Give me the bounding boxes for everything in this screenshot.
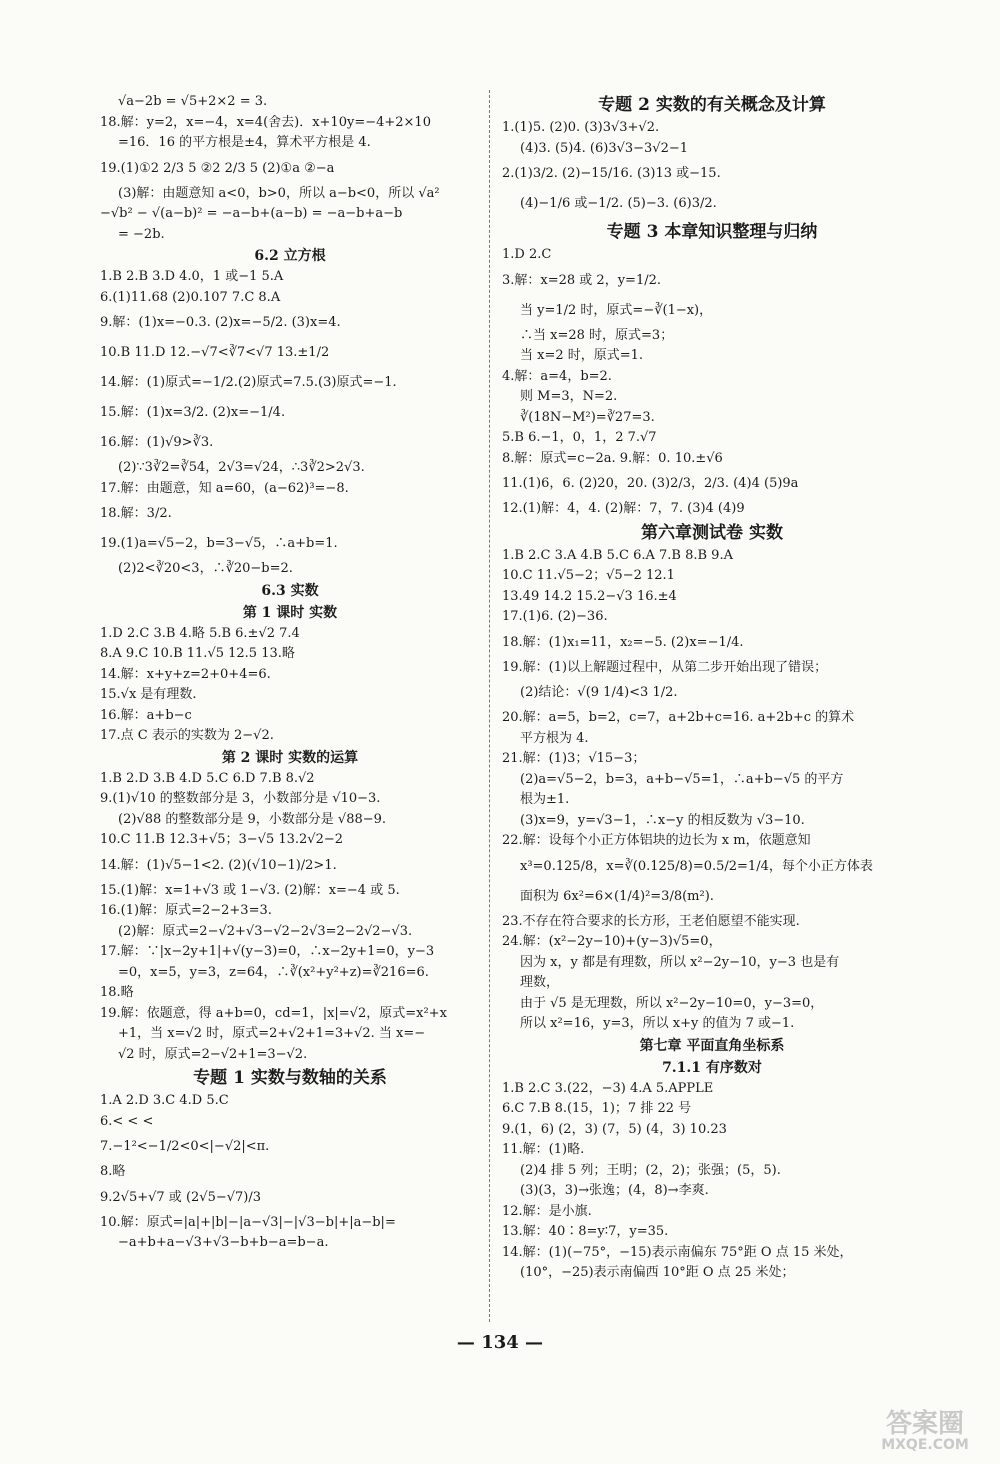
answer-line: (2)解：原式=2−√2+√3−√2−2√3=2−2√2−√3. [118,923,413,939]
answer-line: 11.(1)6，6. (2)20，20. (3)2/3，2/3. (4)4 (5)9a [502,476,799,491]
answer-line: 16.(1)解：原式=2−2+3=3. [100,903,272,918]
answer-line: 21.解：(1)3；√15−3； [502,751,646,766]
left-column [100,92,480,1254]
answer-line: x³=0.125/8，x=∛(0.125/8)=0.5/2=1/4，每个小正方体表 [520,858,873,874]
answer-line: 8.A 9.C 10.B 11.√5 12.5 13.略 [100,646,295,661]
answer-line: 7.−1²<−1/2<0<|−√2|<π. [100,1139,270,1154]
answer-line: 17.点 C 表示的实数为 2−√2. [100,728,274,743]
answer-line: (2)a=√5−2，b=3，a+b−√5=1，∴a+b−√5 的平方 [520,771,844,787]
page-number: — 134 — [456,1332,544,1353]
answer-line: 1.B 2.B 3.D 4.0，1 或−1 5.A [100,269,284,284]
answer-line: 22.解：设每个小正方体铝块的边长为 x m，依题意知 [502,833,811,848]
section-heading: 6.3 实数 [261,582,319,599]
answer-line: 14.解：(1)原式=−1/2.(2)原式=7.5.(3)原式=−1. [100,375,397,390]
answer-line: 14.解：(1)√5−1<2. (2)(√10−1)/2>1. [100,857,337,873]
answer-line: 1.D 2.C [502,247,552,262]
answer-line: (4)−1/6 或−1/2. (5)−3. (6)3/2. [520,196,717,211]
answer-line: 面积为 6x²=6×(1/4)²=3/8(m²). [520,888,714,904]
answer-line: 平方根为 4. [520,730,589,746]
answer-line: 13.49 14.2 15.2−√3 16.±4 [502,588,677,604]
answer-line: 11.解：(1)略. [502,1142,585,1157]
right-column [502,92,922,1284]
answer-line: 12.(1)解：4，4. (2)解：7，7. (3)4 (4)9 [502,501,745,516]
topic-heading: 第六章测试卷 实数 [641,522,783,543]
answer-line: 16.解：(1)√9>∛3. [100,435,214,450]
answer-line: 1.B 2.D 3.B 4.D 5.C 6.D 7.B 8.√2 [100,770,315,786]
answer-line: +1，当 x=√2 时，原式=2+√2+1=3+√2. 当 x=− [118,1026,426,1041]
answer-line: 2.(1)3/2. (2)−15/16. (3)13 或−15. [502,166,721,181]
watermark-logo [860,1404,990,1452]
answer-line: 24.解：(x²−2y−10)+(y−3)√5=0， [502,934,722,949]
answer-line: 14.解：(1)(−75°，−15)表示南偏东 75°距 O 点 15 米处， [502,1244,853,1260]
column-divider [489,90,490,1322]
answer-line: (2)4 排 5 列；王明；(2，2)；张强；(5，5). [520,1162,781,1178]
answer-line: 19.(1)①2 2/3 5 ②2 2/3 5 (2)①a ②−a [100,160,335,176]
answer-line: 14.解：x+y+z=2+0+4=6. [100,666,271,682]
topic-heading: 专题 3 本章知识整理与归纳 [606,222,818,242]
answer-line: 18.解：3/2. [100,506,172,521]
answer-line: 16.解：a+b−c [100,707,192,723]
watermark-text: 答案圈 [885,1409,965,1439]
answer-line: √2 时，原式=2−√2+1=3−√2. [118,1046,308,1062]
answer-line: 8.解：原式=c−2a. 9.解：0. 10.±√6 [502,450,723,466]
answer-line: 19.(1)a=√5−2，b=3−√5，∴a+b=1. [100,536,338,551]
answer-line: 1.B 2.C 3.(22，−3) 4.A 5.APPLE [502,1080,714,1096]
answer-line: = −2b. [118,226,165,242]
answer-line: 20.解：a=5，b=2，c=7，a+2b+c=16. a+2b+c 的算术 [502,710,855,725]
answer-line: 1.A 2.D 3.C 4.D 5.C [100,1093,229,1108]
answer-line: 10.B 11.D 12.−√7<∛7<√7 13.±1/2 [100,345,330,360]
section-heading: 第七章 平面直角坐标系 [639,1037,785,1054]
answer-line: 3.解：x=28 或 2，y=1/2. [502,272,661,288]
answer-line: (2)2<∛20<3，∴∛20−b=2. [118,561,293,576]
answer-line: 1.D 2.C 3.B 4.略 5.B 6.±√2 7.4 [100,625,300,641]
answer-line: −√b² − √(a−b)² = −a−b+(a−b) = −a−b+a−b [100,206,403,221]
answer-line: 9.(1)√10 的整数部分是 3，小数部分是 √10−3. [100,791,381,806]
answer-line: 10.解：原式=|a|+|b|−|a−√3|−|√3−b|+|a−b|= [100,1214,396,1230]
answer-line: 由于 √5 是无理数，所以 x²−2y−10=0，y−3=0， [520,995,824,1011]
answer-line: 15.(1)解：x=1+√3 或 1−√3. (2)解：x=−4 或 5. [100,882,400,898]
answer-line: 15.解：(1)x=3/2. (2)x=−1/4. [100,405,286,420]
answer-line: (3)x=9，y=√3−1，∴x−y 的相反数为 √3−10. [520,812,805,828]
answer-line: 则 M=3，N=2. [520,389,618,404]
answer-line: 4.解：a=4，b=2. [502,368,612,384]
topic-heading: 专题 2 实数的有关概念及计算 [598,95,826,115]
answer-line: (2)结论：√(9 1/4)<3 1/2. [520,685,678,700]
watermark-url: MXQE.COM [881,1437,969,1452]
answer-line: 23.不存在符合要求的长方形，王老伯愿望不能实现. [502,913,800,929]
answer-line: 18.略 [100,985,134,1000]
answer-line: 9.(1，6) (2，3) (7，5) (4，3) 10.23 [502,1121,727,1137]
answer-line: 6.C 7.B 8.(15，1)；7 排 22 号 [502,1101,692,1116]
answer-line: 9.2√5+√7 或 (2√5−√7)/3 [100,1189,262,1205]
section-heading: 7.1.1 有序数对 [662,1059,762,1076]
answer-line: (10°，−25)表示南偏西 10°距 O 点 25 米处； [520,1265,795,1280]
answer-line: 根为±1. [520,792,570,807]
answer-line: 17.(1)6. (2)−36. [502,609,608,624]
section-heading: 6.2 立方根 [254,248,326,264]
answer-line: 6.< < < [100,1113,154,1129]
answer-line: ∴当 x=28 时，原式=3； [520,327,674,343]
answer-line: 19.解：(1)以上解题过程中，从第二步开始出现了错误； [502,659,828,675]
answer-line: 理数， [520,975,560,990]
answer-line: (2)∵3∛2=∛54，2√3=√24，∴3∛2>2√3. [118,460,365,475]
answer-line: (3)(3，3)→张逸；(4，8)→李爽. [520,1183,709,1198]
answer-line: 15.√x 是有理数. [100,687,197,702]
page-number-value: 134 [481,1332,519,1353]
answer-line: 8.略 [100,1164,126,1179]
section-heading: 第 1 课时 实数 [242,604,338,621]
answer-line: =0，x=5，y=3，z=64，∴∛(x²+y²+z)=∛216=6. [118,964,429,980]
answer-line: −a+b+a−√3+√3−b+b−a=b−a. [118,1235,329,1250]
answer-line: 10.C 11.B 12.3+√5；3−√5 13.2√2−2 [100,832,344,847]
answer-line: 17.解：由题意，知 a=60，(a−62)³=−8. [100,480,349,496]
answer-line: 因为 x，y 都是有理数，所以 x²−2y−10，y−3 也是有 [520,954,840,970]
answer-line: 13.解：40∶8=y∶7，y=35. [502,1224,669,1239]
answer-line: 12.解：是小旗. [502,1203,592,1219]
answer-line: (4)3. (5)4. (6)3√3−3√2−1 [520,140,689,156]
answer-line: =16．16 的平方根是±4，算术平方根是 4. [118,135,371,150]
section-heading: 第 2 课时 实数的运算 [221,749,359,766]
answer-line: 9.解：(1)x=−0.3. (2)x=−5/2. (3)x=4. [100,315,341,330]
answer-line: 19.解：依题意，得 a+b=0，cd=1，|x|=√2，原式=x²+x [100,1005,447,1021]
answer-line: 17.解：∵|x−2y+1|+√(y−3)=0，∴x−2y+1=0，y−3 [100,944,435,959]
answer-line: 6.(1)11.68 (2)0.107 7.C 8.A [100,289,281,305]
answer-line: 18.解：(1)x₁=11，x₂=−5. (2)x=−1/4. [502,634,744,650]
answer-line: 所以 x²=16，y=3，所以 x+y 的值为 7 或−1. [520,1016,795,1031]
answer-line: (3)解：由题意知 a<0，b>0，所以 a−b<0，所以 √a² [118,185,440,201]
answer-line: √a−2b = √5+2×2 = 3. [118,94,268,109]
answer-line: 5.B 6.−1，0，1，2 7.√7 [502,430,657,445]
answer-line: 18.解：y=2，x=−4，x=4(舍去)．x+10y=−4+2×10 [100,114,431,130]
answer-line: 1.(1)5. (2)0. (3)3√3+√2. [502,120,660,135]
answer-line: 当 y=1/2 时，原式=−∛(1−x)， [520,302,713,318]
answer-line: 当 x=2 时，原式=1. [520,348,644,363]
answer-line: 10.C 11.√5−2；√5−2 12.1 [502,568,675,583]
answer-line: ∛(18N−M²)=∛27=3. [520,409,655,425]
answer-line: (2)√88 的整数部分是 9，小数部分是 √88−9. [118,811,387,827]
answer-line: 1.B 2.C 3.A 4.B 5.C 6.A 7.B 8.B 9.A [502,547,733,563]
topic-heading: 专题 1 实数与数轴的关系 [193,1068,387,1088]
